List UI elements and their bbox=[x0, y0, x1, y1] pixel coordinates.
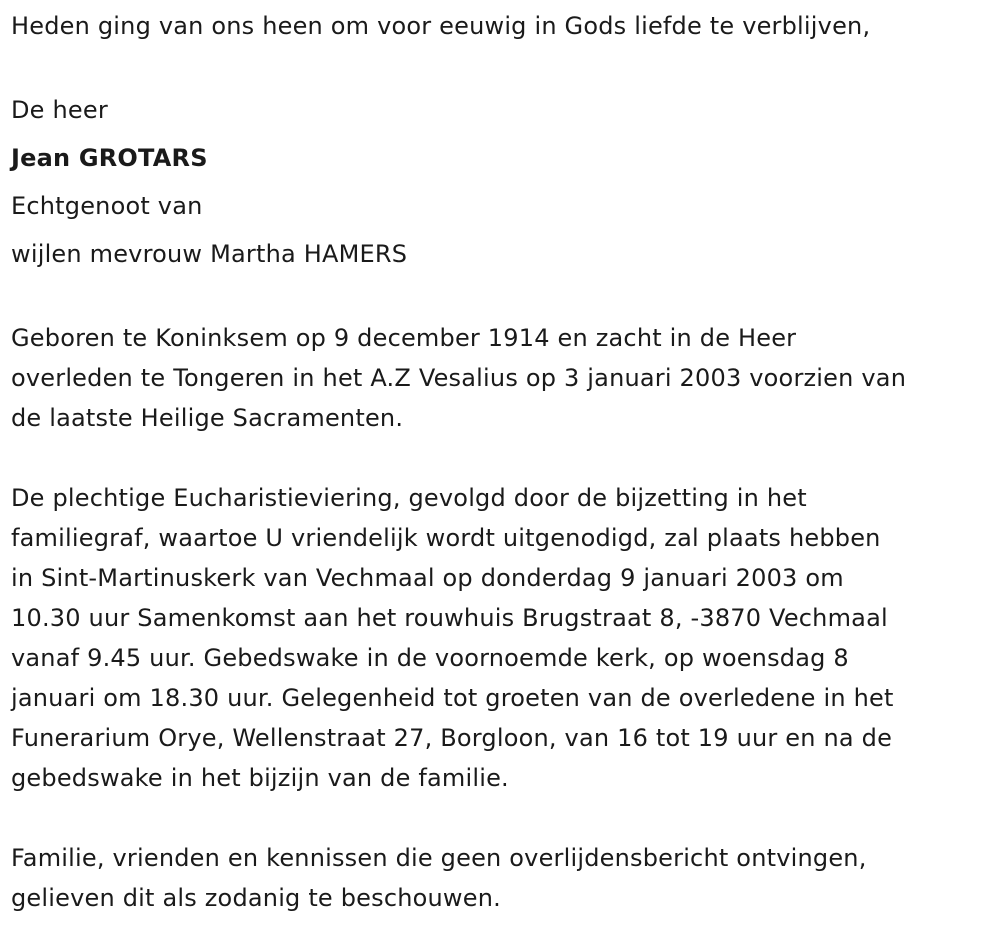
paragraph-line: Familie, vrienden en kennissen die geen overlijdensbericht ontvingen, bbox=[11, 844, 867, 872]
title-prefix: De heer bbox=[11, 96, 108, 124]
paragraph-line: overleden te Tongeren in het A.Z Vesalius op 3 januari 2003 voorzien van bbox=[11, 364, 907, 392]
deceased-name: Jean GROTARS bbox=[11, 144, 208, 172]
paragraph-line: gelieven dit als zodanig te beschouwen. bbox=[11, 884, 501, 912]
paragraph-line: Geboren te Koninksem op 9 december 1914 en zacht in de Heer bbox=[11, 324, 797, 352]
paragraph-line: gebedswake in het bijzijn van de familie. bbox=[11, 764, 509, 792]
paragraph-line: De plechtige Eucharistieviering, gevolgd door de bijzetting in het bbox=[11, 484, 807, 512]
paragraph-line: 10.30 uur Samenkomst aan het rouwhuis Brugstraat 8, -3870 Vechmaal bbox=[11, 604, 888, 632]
relation-label: Echtgenoot van bbox=[11, 192, 203, 220]
ceremony-paragraph bbox=[11, 478, 1000, 798]
intro-text bbox=[11, 6, 1000, 46]
paragraph-line: de laatste Heilige Sacramenten. bbox=[11, 404, 404, 432]
intro-line: Heden ging van ons heen om voor eeuwig in Gods liefde te verblijven, bbox=[11, 12, 871, 40]
paragraph-line: vanaf 9.45 uur. Gebedswake in de voornoemde kerk, op woensdag 8 bbox=[11, 644, 849, 672]
closing-paragraph bbox=[11, 838, 1000, 918]
paragraph-line: in Sint-Martinuskerk van Vechmaal op donderdag 9 januari 2003 om bbox=[11, 564, 844, 592]
spouse-name: wijlen mevrouw Martha HAMERS bbox=[11, 240, 408, 268]
birth-death-paragraph bbox=[11, 318, 1000, 438]
paragraph-line: januari om 18.30 uur. Gelegenheid tot groeten van de overledene in het bbox=[11, 684, 894, 712]
paragraph-line: Funerarium Orye, Wellenstraat 27, Borgloon, van 16 tot 19 uur en na de bbox=[11, 724, 893, 752]
paragraph-line: familiegraf, waartoe U vriendelijk wordt uitgenodigd, zal plaats hebben bbox=[11, 524, 881, 552]
deceased-header bbox=[11, 86, 1000, 278]
